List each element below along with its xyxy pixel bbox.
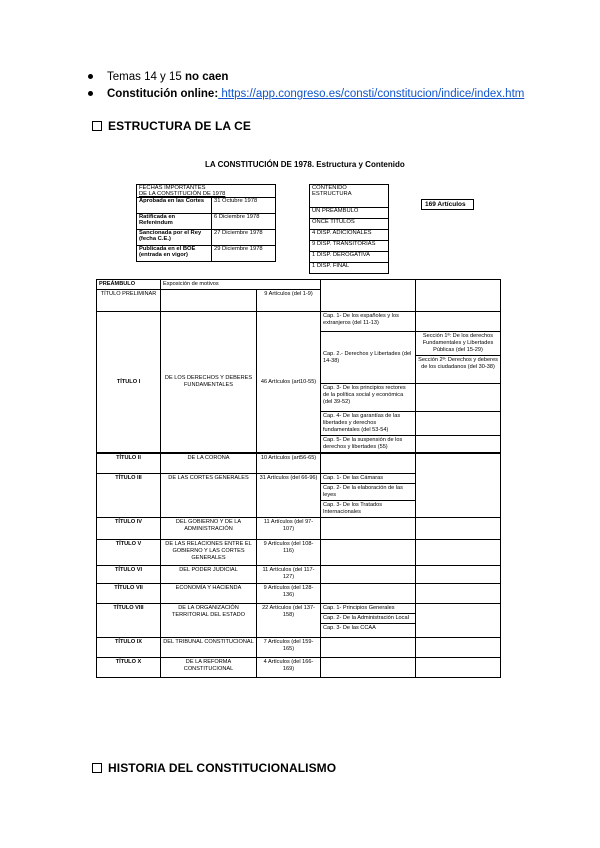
preambulo-name: PREÁMBULO bbox=[97, 280, 161, 290]
titulo-arts: 4 Artículos (del 166-169) bbox=[257, 658, 321, 678]
titulo-name: TÍTULO VII bbox=[97, 584, 161, 604]
titulo-desc: DEL PODER JUDICIAL bbox=[161, 566, 257, 584]
bullet-constitucion bbox=[88, 88, 524, 100]
titulo-arts: 31 Artículos (del 66-96) bbox=[257, 474, 321, 518]
chapter: Cap. 4- De las garantías de las libertades y derechos fundamentales (del 53-54) bbox=[321, 412, 416, 436]
contenido-subheader: ESTRUCTURA bbox=[310, 191, 389, 208]
titulo-arts: 7 Artículos (del 159-165) bbox=[257, 638, 321, 658]
titulo-desc: DEL GOBIERNO Y DE LA ADMINISTRACIÓN bbox=[161, 518, 257, 540]
titulo-desc: DE LA REFORMA CONSTITUCIONAL bbox=[161, 658, 257, 678]
chapter: Cap. 3- De los principios rectores de la política social y económica (del 39-52) bbox=[321, 384, 416, 412]
titulo-arts: 9 Artículos (del 1-9) bbox=[257, 290, 321, 312]
contenido-item: UN PREÁMBULO bbox=[310, 208, 389, 219]
titulo-arts: 9 Artículos (del 108-116) bbox=[257, 540, 321, 566]
dates-box bbox=[136, 184, 276, 262]
date-label: Sancionada por el Rey (fecha C.E.) bbox=[137, 230, 212, 246]
contenido-item: 9 DISP. TRANSITORIAS bbox=[310, 241, 389, 252]
titulo-name: TÍTULO II bbox=[97, 454, 161, 474]
titulos-rest bbox=[96, 453, 500, 678]
contenido-item: 4 DISP. ADICIONALES bbox=[310, 230, 389, 241]
titulo-desc: DE LAS CORTES GENERALES bbox=[161, 474, 257, 518]
contenido-item: 1 DISP. FINAL bbox=[310, 263, 389, 274]
figure-title: LA CONSTITUCIÓN DE 1978. Estructura y Contenido bbox=[205, 160, 405, 169]
titulo-desc: DE LAS RELACIONES ENTRE EL GOBIERNO Y LAS CORTES GENERALES bbox=[161, 540, 257, 566]
chapter: Cap. 2- De la elaboración de las leyes bbox=[321, 484, 415, 501]
chapter: Cap. 2.- Derechos y Libertades (del 14-38) bbox=[321, 332, 416, 384]
chapter: Cap. 3- De los Tratados Internacionales bbox=[323, 501, 383, 515]
contenido-item: ONCE TÍTULOS bbox=[310, 219, 389, 230]
bullet-dot bbox=[88, 91, 93, 96]
contenido-item: 1 DISP. DEROGATIVA bbox=[310, 252, 389, 263]
titulo-arts: 9 Artículos (del 128-136) bbox=[257, 584, 321, 604]
chapter: Cap. 5- De la suspensión de los derechos y libertades (55) bbox=[321, 435, 416, 452]
date-value: 31 Octubre 1978 bbox=[212, 198, 276, 214]
temas-bold: no caen bbox=[184, 71, 229, 83]
heading-historia bbox=[92, 761, 336, 775]
chapter: Cap. 1- Principios Generales bbox=[321, 604, 415, 614]
contenido-header: CONTENIDO bbox=[310, 185, 389, 192]
titulo-arts: 11 Artículos (del 117-127) bbox=[257, 566, 321, 584]
date-value: 29 Diciembre 1978 bbox=[212, 246, 276, 262]
constitucion-label: Constitución online: bbox=[107, 88, 219, 100]
constitucion-link[interactable]: https://app.congreso.es/consti/constitucion/indice/index.htm bbox=[218, 88, 525, 100]
contenido-box bbox=[309, 184, 389, 274]
dates-header: FECHAS IMPORTANTES bbox=[137, 185, 276, 192]
titulo-desc: DEL TRIBUNAL CONSTITUCIONAL bbox=[161, 638, 257, 658]
titulo-name: TÍTULO V bbox=[97, 540, 161, 566]
titulo-name: TÍTULO PRELIMINAR bbox=[97, 290, 161, 312]
titulo-arts: 11 Artículos (del 97-107) bbox=[257, 518, 321, 540]
date-value: 6 Diciembre 1978 bbox=[212, 214, 276, 230]
date-label: Ratificada en Referéndum bbox=[137, 214, 212, 230]
chapter: Cap. 3- De las CCAA bbox=[323, 624, 376, 631]
titulo-name: TÍTULO IV bbox=[97, 518, 161, 540]
titulo-name: TÍTULO VIII bbox=[97, 604, 161, 638]
dates-subheader: DE LA CONSTITUCIÓN DE 1978 bbox=[137, 191, 276, 198]
bullet-temas bbox=[88, 71, 228, 83]
titulo-arts: 22 Artículos (del 137-158) bbox=[257, 604, 321, 638]
titulo-name: TÍTULO VI bbox=[97, 566, 161, 584]
titulo-desc: ECONOMÍA Y HACIENDA bbox=[161, 584, 257, 604]
titulo-name: TÍTULO X bbox=[97, 658, 161, 678]
titulo-i-block bbox=[96, 311, 500, 453]
titulo-name: TÍTULO IX bbox=[97, 638, 161, 658]
date-value: 27 Diciembre 1978 bbox=[212, 230, 276, 246]
chapter: Cap. 1- De los españoles y los extranjeros (del 11-13) bbox=[321, 312, 416, 332]
bullet-dot bbox=[88, 74, 93, 79]
chapter: Cap. 2- De la Administración Local bbox=[321, 614, 415, 624]
date-label: Publicada en el BOE (entrada en vigor) bbox=[137, 246, 212, 262]
structure-table bbox=[96, 279, 501, 312]
articles-total: 169 Artículos bbox=[421, 199, 474, 210]
checkbox-icon[interactable] bbox=[92, 121, 102, 131]
section: Sección 1ª: De los derechos Fundamentales y Libertades Públicas (del 15-29) bbox=[416, 332, 500, 356]
preambulo-desc: Exposición de motivos bbox=[161, 280, 321, 290]
titulo-desc: DE LOS DERECHOS Y DEBERES FUNDAMENTALES bbox=[161, 312, 257, 453]
titulo-desc: DE LA CORONA bbox=[161, 454, 257, 474]
titulo-desc: DE LA ORGANIZACIÓN TERRITORIAL DEL ESTADO bbox=[161, 604, 257, 638]
heading-text: HISTORIA DEL CONSTITUCIONALISMO bbox=[108, 761, 337, 775]
titulo-name: TÍTULO III bbox=[97, 474, 161, 518]
temas-text: Temas 14 y 15 bbox=[107, 71, 185, 83]
section: Sección 2ª: Derechos y deberes de los ciudadanos (del 30-38) bbox=[418, 356, 498, 370]
titulo-arts: 46 Artículos (art10-55) bbox=[257, 312, 321, 453]
checkbox-icon[interactable] bbox=[92, 763, 102, 773]
titulo-arts: 10 Artículos (art56-65) bbox=[257, 454, 321, 474]
chapter: Cap. 1- De las Cámaras bbox=[321, 474, 415, 484]
titulo-name: TÍTULO I bbox=[97, 312, 161, 453]
heading-estructura bbox=[92, 119, 251, 133]
date-label: Aprobada en las Cortes bbox=[137, 198, 212, 214]
heading-text: ESTRUCTURA DE LA CE bbox=[108, 119, 252, 133]
